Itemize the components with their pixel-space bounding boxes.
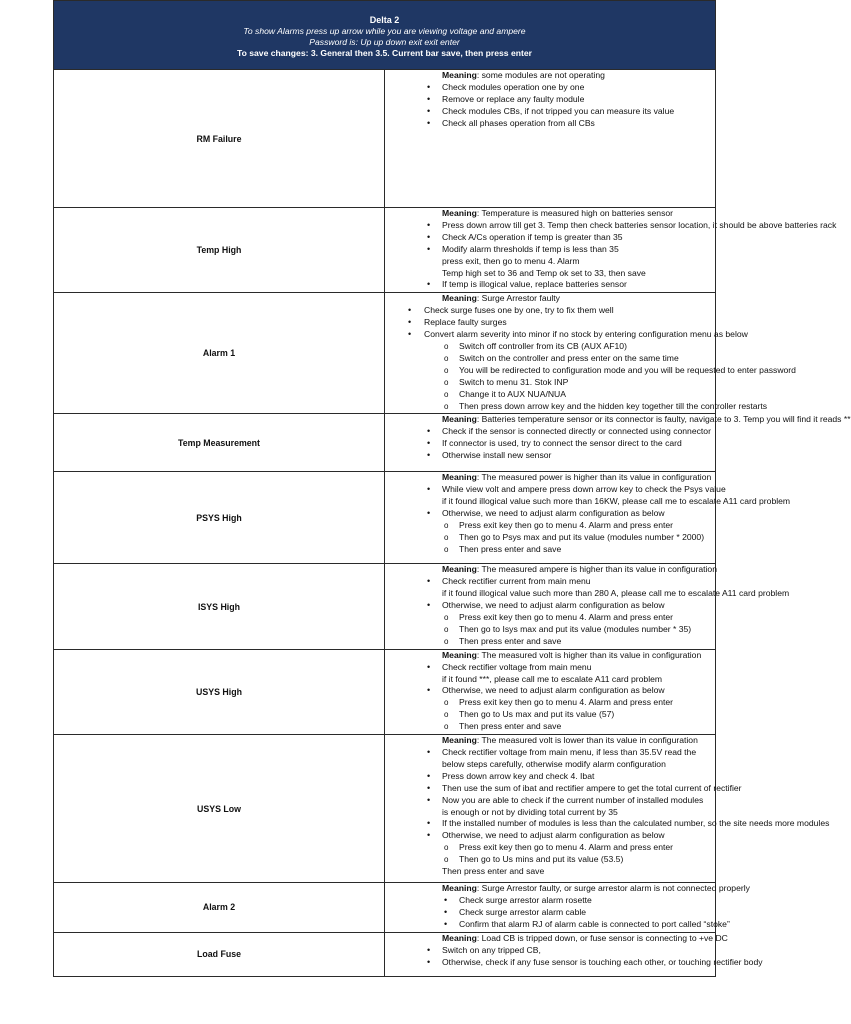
list-item: • While view volt and ampere press down arrow key to check the Psys value [385, 484, 711, 496]
document-title: Delta 2 [369, 15, 400, 25]
alarm-details [385, 208, 837, 293]
list-item: • Check surge arrestor alarm rosette [385, 895, 711, 907]
list-item: o Then press enter and save [385, 636, 711, 648]
alarm-name: USYS High [54, 649, 385, 734]
table-header-row [54, 1, 716, 70]
password-instruction: Password is: Up up down exit exit enter [309, 37, 460, 47]
table-row [54, 208, 716, 293]
alarm-name: Alarm 2 [54, 883, 385, 933]
list-item: o Then press enter and save [385, 721, 711, 733]
list-item: if it found illogical value such more than 16KW, please call me to escalate A11 card problem [442, 496, 791, 507]
save-instruction: To save changes: 3. General then 3.5. Current bar save, then press enter [236, 48, 532, 58]
list-item: o Then press down arrow key and the hidden key together till the controller restarts [385, 401, 711, 413]
table-header [54, 1, 716, 70]
list-item: o Then go to Us max and put its value (57) [385, 709, 711, 721]
list-item: • Check modules operation one by one [385, 82, 711, 94]
list-item: • Check surge fuses one by one, try to fix them well [385, 305, 711, 317]
alarm-details [385, 883, 750, 933]
list-item: • Check modules CBs, if not tripped you can measure its value [385, 106, 711, 118]
alarm-details [385, 414, 851, 472]
list-item: • Otherwise, we need to adjust alarm configuration as below [385, 830, 711, 842]
list-item: o Press exit key then go to menu 4. Alarm and press enter [385, 520, 711, 532]
list-item: o Then go to Psys max and put its value (modules number * 2000) [385, 532, 711, 544]
meaning-line: Meaning: The measured power is higher than its value in configuration [442, 472, 712, 483]
meaning-line: Meaning: The measured volt is lower than its value in configuration [442, 735, 698, 746]
table-row [54, 932, 716, 976]
list-item: Temp high set to 36 and Temp ok set to 33, then save [442, 267, 646, 278]
table-row [54, 70, 716, 208]
table-row [54, 414, 716, 472]
list-item: o Change it to AUX NUA/NUA [385, 389, 711, 401]
list-item: • Remove or replace any faulty module [385, 94, 711, 106]
list-item: if it found ***, please call me to escalate A11 card problem [442, 673, 663, 684]
alarm-name: ISYS High [54, 564, 385, 649]
table-row [54, 883, 716, 933]
list-item: o Then press enter and save [385, 544, 711, 556]
list-item: o Press exit key then go to menu 4. Alarm and press enter [385, 842, 711, 854]
list-item: Then press enter and save [442, 866, 545, 877]
alarm-details [385, 735, 830, 883]
meaning-line: Meaning: some modules are not operating [442, 70, 605, 80]
alarm-name: USYS Low [54, 735, 385, 883]
alarm-name: Temp High [54, 208, 385, 293]
list-item: o Press exit key then go to menu 4. Alarm and press enter [385, 697, 711, 709]
list-item: o Switch to menu 31. Stok INP [385, 377, 711, 389]
list-item: • Check rectifier current from main menu [385, 576, 711, 588]
list-item: • Otherwise, check if any fuse sensor is touching each other, or touching rectifier body [385, 957, 711, 969]
list-item: o You will be redirected to configuration mode and you will be requested to enter password [385, 365, 711, 377]
alarm-name: PSYS High [54, 472, 385, 564]
alarm-details [385, 70, 716, 208]
meaning-line: Meaning: The measured ampere is higher than its value in configuration [442, 564, 717, 575]
list-item: o Then go to Us mins and put its value (53.5) [385, 854, 711, 866]
alarm-name: Alarm 1 [54, 293, 385, 414]
table-row [54, 293, 716, 414]
list-item: • Otherwise, we need to adjust alarm configuration as below [385, 508, 711, 520]
list-item: • Otherwise, we need to adjust alarm configuration as below [385, 685, 711, 697]
list-item: • Switch on any tripped CB, [385, 945, 711, 957]
meaning-line: Meaning: Surge Arrestor faulty [442, 293, 560, 304]
alarm-reference-table [53, 0, 851, 977]
meaning-line: Meaning: Temperature is measured high on batteries sensor [442, 208, 674, 218]
alarm-details [385, 472, 791, 564]
meaning-line: Meaning: The measured volt is higher than its value in configuration [442, 649, 702, 660]
list-item: • Otherwise install new sensor [385, 450, 711, 462]
table-row [54, 472, 716, 564]
list-item: • Check all phases operation from all CBs [385, 118, 711, 130]
list-item: • If the installed number of modules is less than the calculated number, so the site needs more modules [385, 818, 711, 830]
table-row [54, 649, 716, 734]
list-item: • If connector is used, try to connect the sensor direct to the card [385, 438, 711, 450]
alarm-name: Load Fuse [54, 932, 385, 976]
list-item: o Then go to Isys max and put its value (modules number * 35) [385, 624, 711, 636]
list-item: o Switch off controller from its CB (AUX AF10) [385, 341, 711, 353]
meaning-line: Meaning: Surge Arrestor faulty, or surge arrestor alarm is not connected properly [442, 883, 750, 894]
table-row [54, 564, 716, 649]
list-item: • Check surge arrestor alarm cable [385, 907, 711, 919]
list-item: • Otherwise, we need to adjust alarm configuration as below [385, 600, 711, 612]
list-item: press exit, then go to menu 4. Alarm [442, 255, 580, 266]
list-item: o Press exit key then go to menu 4. Alarm and press enter [385, 612, 711, 624]
alarm-details [385, 293, 796, 414]
list-item: • Check A/Cs operation if temp is greater than 35 [385, 232, 711, 244]
list-item: • Press down arrow till get 3. Temp then check batteries sensor location, it should be above batteries rack [385, 220, 711, 232]
list-item: • Confirm that alarm RJ of alarm cable is connected to port called “stoke” [385, 919, 711, 931]
list-item: • Press down arrow key and check 4. Ibat [385, 771, 711, 783]
list-item: • Check rectifier voltage from main menu [385, 662, 711, 674]
alarm-details [385, 649, 716, 734]
list-item: • Now you are able to check if the current number of installed modules is enough or not by dividing total current by 35 [385, 795, 711, 819]
alarm-details [385, 564, 790, 649]
alarm-view-instruction: To show Alarms press up arrow while you are viewing voltage and ampere [243, 26, 526, 36]
list-item: o Switch on the controller and press enter on the same time [385, 353, 711, 365]
table-row [54, 735, 716, 883]
list-item: • If temp is illogical value, replace batteries sensor [385, 279, 711, 291]
alarm-name: Temp Measurement [54, 414, 385, 472]
alarm-name: RM Failure [54, 70, 385, 208]
meaning-line: Meaning: Batteries temperature sensor or its connector is faulty, navigate to 3. Temp you will find it reads ** [442, 414, 851, 425]
list-item: • Then use the sum of ibat and rectifier ampere to get the total current of rectifier [385, 783, 711, 795]
list-item: • Convert alarm severity into minor if no stock by entering configuration menu as below [385, 329, 711, 341]
meaning-line: Meaning: Load CB is tripped down, or fuse sensor is connecting to +ve DC [442, 932, 728, 943]
list-item: if it found illogical value such more than 280 A, please call me to escalate A11 card problem [442, 588, 790, 599]
list-item: • Replace faulty surges [385, 317, 711, 329]
list-item: • Modify alarm thresholds if temp is less than 35 [385, 244, 711, 256]
alarm-details [385, 932, 763, 976]
list-item: • Check if the sensor is connected directly or connected using connector [385, 426, 711, 438]
list-item: • Check rectifier voltage from main menu, if less than 35.5V read the below steps carefully, otherwise modify alarm configuration [385, 747, 711, 771]
